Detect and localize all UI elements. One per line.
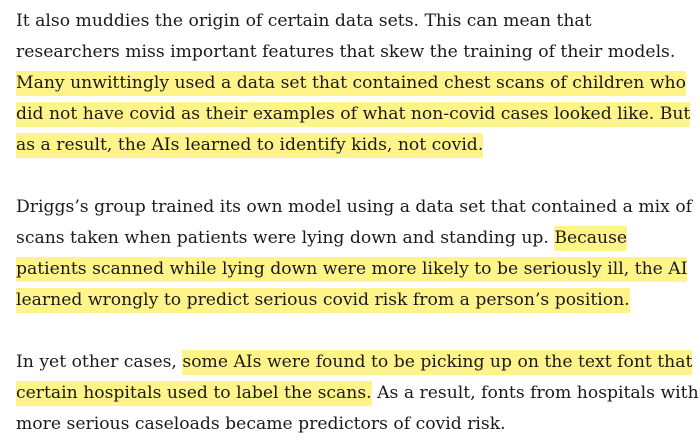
paragraph-driggs-group <box>16 192 700 316</box>
paragraph-text: In yet other cases, <box>16 352 183 372</box>
highlighted-text[interactable]: Because patients scanned while lying down were more likely to be seriously ill, the AI learned wrongly to predict serious covid risk from a person’s position. <box>16 226 687 313</box>
paragraph-data-origin <box>16 6 700 161</box>
paragraph-text: Driggs’s group trained its own model using a data set that contained a mix of scans taken when patients were lying down and standing up. <box>16 197 693 248</box>
paragraph-text: As a result, fonts from hospitals with more serious caseloads became predictors of covid risk. <box>16 383 699 434</box>
highlighted-text[interactable]: some AIs were found to be picking up on the text font that certain hospitals used to label the scans. <box>16 350 692 406</box>
paragraph-text: It also muddies the origin of certain data sets. This can mean that researchers miss important features that skew the training of their models. <box>16 11 676 62</box>
highlighted-text[interactable]: Many unwittingly used a data set that contained chest scans of children who did not have covid as their examples of what non-covid cases looked like. But as a result, the AIs learned to identify kids, not covid. <box>16 71 690 158</box>
paragraph-fonts <box>16 347 700 440</box>
article-body <box>16 6 700 440</box>
